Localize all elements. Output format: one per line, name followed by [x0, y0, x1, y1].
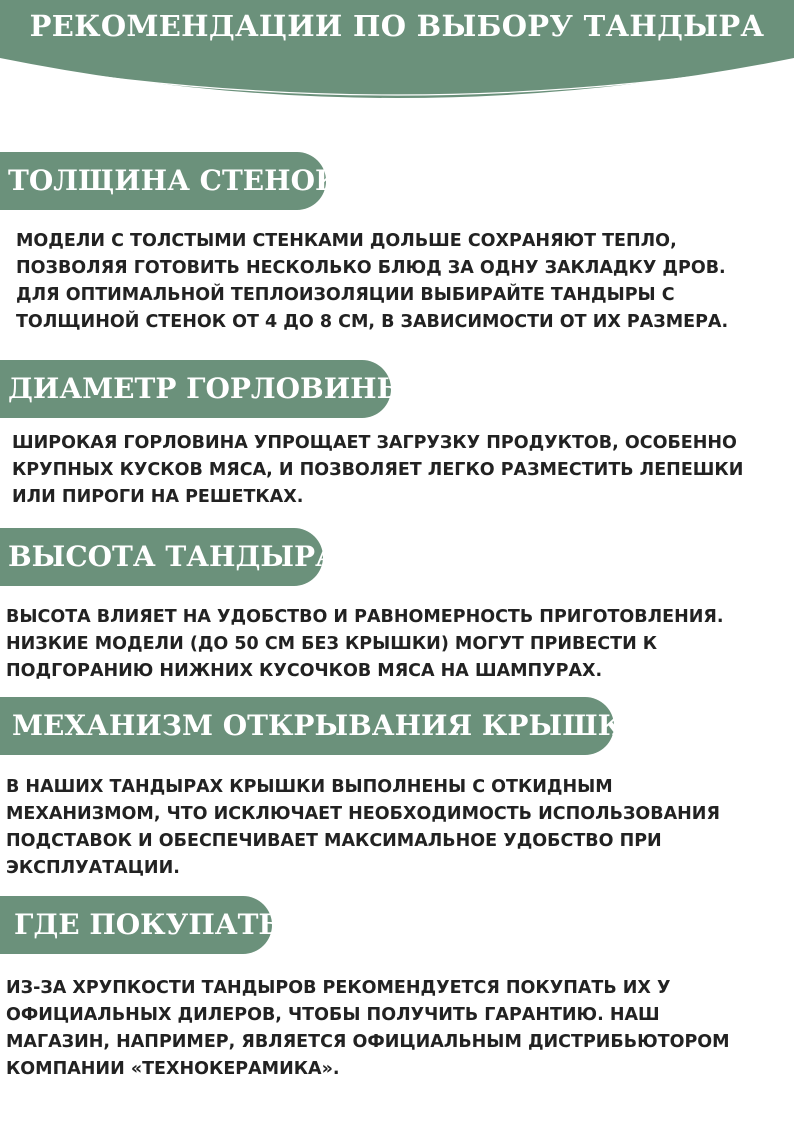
text-line: ПОЗВОЛЯЯ ГОТОВИТЬ НЕСКОЛЬКО БЛЮД ЗА ОДНУ ЗАКЛАДКУ ДРОВ. — [16, 258, 726, 278]
text-line: ДЛЯ ОПТИМАЛЬНОЙ ТЕПЛОИЗОЛЯЦИИ ВЫБИРАЙТЕ ТАНДЫРЫ С — [16, 285, 675, 305]
text-line: ОФИЦИАЛЬНЫХ ДИЛЕРОВ, ЧТОБЫ ПОЛУЧИТЬ ГАРАНТИЮ. НАШ — [6, 1005, 660, 1025]
section-heading-neck-diameter: ДИАМЕТР ГОРЛОВИНЫ — [0, 360, 391, 418]
text-line: МАГАЗИН, НАПРИМЕР, ЯВЛЯЕТСЯ ОФИЦИАЛЬНЫМ ДИСТРИБЬЮТОРОМ — [6, 1032, 730, 1052]
page-title: РЕКОМЕНДАЦИИ ПО ВЫБОРУ ТАНДЫРА — [29, 9, 765, 43]
text-line: КОМПАНИИ «ТЕХНОКЕРАМИКА». — [6, 1059, 340, 1079]
text-line: ПОДГОРАНИЮ НИЖНИХ КУСОЧКОВ МЯСА НА ШАМПУРАХ. — [6, 661, 603, 681]
section-heading-height: ВЫСОТА ТАНДЫРА — [0, 528, 323, 586]
section-text-lid-mechanism — [6, 774, 720, 882]
text-line: МЕХАНИЗМОМ, ЧТО ИСКЛЮЧАЕТ НЕОБХОДИМОСТЬ ИСПОЛЬЗОВАНИЯ — [6, 804, 720, 824]
section-heading-where-to-buy: ГДЕ ПОКУПАТЬ — [0, 896, 272, 954]
section-text-wall-thickness — [16, 228, 728, 336]
section-text-where-to-buy — [6, 975, 730, 1083]
section-text-neck-diameter — [12, 430, 743, 511]
text-line: ТОЛЩИНОЙ СТЕНОК ОТ 4 ДО 8 СМ, В ЗАВИСИМОСТИ ОТ ИХ РАЗМЕРА. — [16, 312, 729, 332]
section-text-height — [6, 604, 724, 685]
text-line: ВЫСОТА ВЛИЯЕТ НА УДОБСТВО И РАВНОМЕРНОСТЬ ПРИГОТОВЛЕНИЯ. — [6, 607, 724, 627]
section-heading-wall-thickness: ТОЛЩИНА СТЕНОК — [0, 152, 326, 210]
text-line: В НАШИХ ТАНДЫРАХ КРЫШКИ ВЫПОЛНЕНЫ С ОТКИДНЫМ — [6, 777, 613, 797]
text-line: КРУПНЫХ КУСКОВ МЯСА, И ПОЗВОЛЯЕТ ЛЕГКО РАЗМЕСТИТЬ ЛЕПЕШКИ — [12, 460, 744, 480]
text-line: ИЛИ ПИРОГИ НА РЕШЕТКАХ. — [12, 487, 304, 507]
text-line: ЭКСПЛУАТАЦИИ. — [6, 858, 180, 878]
text-line: ШИРОКАЯ ГОРЛОВИНА УПРОЩАЕТ ЗАГРУЗКУ ПРОДУКТОВ, ОСОБЕННО — [12, 433, 737, 453]
text-line: МОДЕЛИ С ТОЛСТЫМИ СТЕНКАМИ ДОЛЬШЕ СОХРАНЯЮТ ТЕПЛО, — [16, 231, 677, 251]
text-line: НИЗКИЕ МОДЕЛИ (ДО 50 СМ БЕЗ КРЫШКИ) МОГУТ ПРИВЕСТИ К — [6, 634, 658, 654]
text-line: ПОДСТАВОК И ОБЕСПЕЧИВАЕТ МАКСИМАЛЬНОЕ УДОБСТВО ПРИ — [6, 831, 662, 851]
text-line: ИЗ-ЗА ХРУПКОСТИ ТАНДЫРОВ РЕКОМЕНДУЕТСЯ ПОКУПАТЬ ИХ У — [6, 978, 671, 998]
section-heading-lid-mechanism: МЕХАНИЗМ ОТКРЫВАНИЯ КРЫШКИ — [0, 697, 614, 755]
header-banner — [0, 0, 794, 100]
